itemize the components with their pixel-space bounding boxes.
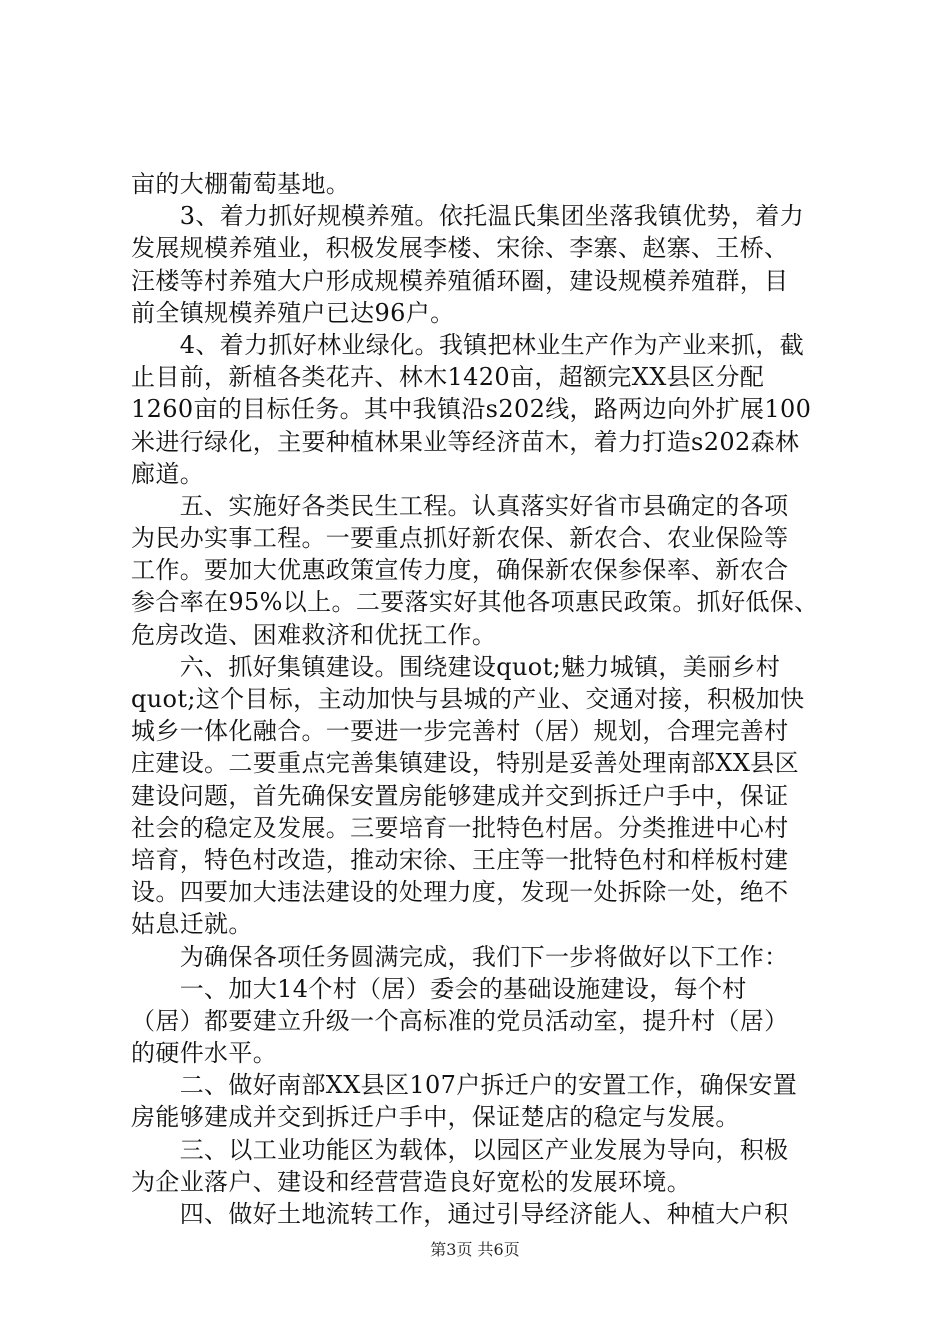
text-line: 廊道。 (131, 459, 205, 488)
text-line: 米进行绿化，主要种植林果业等经济苗木，着力打造s202森林 (131, 427, 800, 456)
text-line: quot;这个目标，主动加快与县城的产业、交通对接，积极加快 (131, 685, 805, 713)
text-line: 建设问题，首先确保安置房能够建成并交到拆迁户手中，保证 (131, 781, 789, 810)
page-footer: 第3页 共6页 (430, 1240, 520, 1259)
text-line: 三、以工业功能区为载体，以园区产业发展为导向，积极 (131, 1135, 789, 1164)
text-line: 汪楼等村养殖大户形成规模养殖循环圈，建设规模养殖群，目 (131, 266, 789, 295)
text-line: 培育，特色村改造，推动宋徐、王庄等一批特色村和样板村建 (131, 845, 789, 874)
text-line: 房能够建成并交到拆迁户手中，保证楚店的稳定与发展。 (131, 1103, 740, 1132)
text-line: 庄建设。二要重点完善集镇建设，特别是妥善处理南部XX县区 (131, 749, 799, 778)
text-line: 止目前，新植各类花卉、林木1420亩，超额完XX县区分配 (131, 363, 765, 392)
text-line: 为企业落户、建设和经营营造良好宽松的发展环境。 (131, 1167, 692, 1196)
text-line: （居）都要建立升级一个高标准的党员活动室，提升村（居） (131, 1006, 789, 1035)
text-line: 设。四要加大违法建设的处理力度，发现一处拆除一处，绝不 (131, 878, 789, 907)
text-line: 工作。要加大优惠政策宣传力度，确保新农保参保率、新农合 (131, 556, 789, 585)
text-line: 为确保各项任务圆满完成，我们下一步将做好以下工作： (131, 942, 789, 971)
text-line: 二、做好南部XX县区107户拆迁户的安置工作，确保安置 (131, 1071, 798, 1100)
text-line: 一、加大14个村（居）委会的基础设施建设，每个村 (131, 974, 747, 1003)
text-line: 为民办实事工程。一要重点抓好新农保、新农合、农业保险等 (131, 524, 789, 553)
text-line: 城乡一体化融合。一要进一步完善村（居）规划，合理完善村 (131, 717, 789, 746)
text-line: 五、实施好各类民生工程。认真落实好省市县确定的各项 (131, 491, 789, 520)
text-line: 六、抓好集镇建设。围绕建设quot;魅力城镇，美丽乡村 (131, 652, 781, 681)
text-line: 发展规模养殖业，积极发展李楼、宋徐、李寨、赵寨、王桥、 (131, 234, 789, 263)
text-line: 1260亩的目标任务。其中我镇沿s202线，路两边向外扩展100 (131, 395, 812, 424)
text-line: 4、着力抓好林业绿化。我镇把林业生产作为产业来抓，截 (131, 330, 805, 359)
text-line: 亩的大棚葡萄基地。 (131, 170, 351, 198)
text-line: 3、着力抓好规模养殖。依托温氏集团坐落我镇优势，着力 (131, 202, 805, 231)
text-line: 的硬件水平。 (131, 1039, 278, 1068)
text-line: 参合率在95%以上。二要落实好其他各项惠民政策。抓好低保、 (131, 588, 819, 617)
document-body (131, 168, 843, 1230)
text-line: 前全镇规模养殖户已达96户。 (131, 298, 455, 327)
text-line: 姑息迁就。 (131, 910, 253, 939)
text-line: 社会的稳定及发展。三要培育一批特色村居。分类推进中心村 (131, 813, 789, 842)
text-line: 危房改造、困难救济和优抚工作。 (131, 620, 497, 649)
text-line: 四、做好土地流转工作，通过引导经济能人、种植大户积 (131, 1200, 789, 1228)
